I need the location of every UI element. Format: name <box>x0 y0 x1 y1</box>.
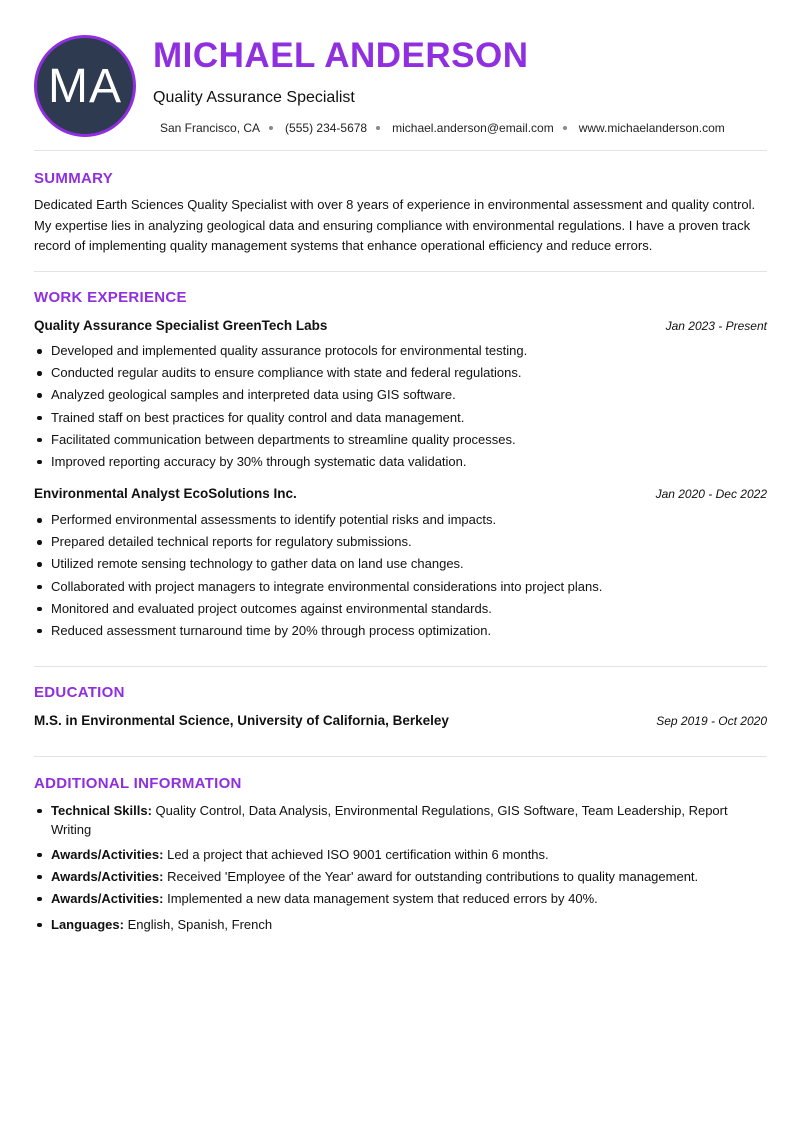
candidate-role: Quality Assurance Specialist <box>153 89 355 106</box>
summary-text: Dedicated Earth Sciences Quality Specialist with over 8 years of experience in environmental assessment and quality control. My expertise lies in analyzing geological data and ensuring compliance with environmental regulations. I have a proven track record of implementing quality management systems that enhance operational efficiency and reduce errors. <box>34 197 756 253</box>
item-label: Technical Skills: <box>51 803 152 818</box>
item-value: Quality Control, Data Analysis, Environmental Regulations, GIS Software, Team Leadership, Report Writing <box>51 803 728 837</box>
degree: M.S. in Environmental Science, University of California, Berkeley <box>34 713 449 728</box>
divider <box>34 150 767 151</box>
contact-location: San Francisco, CA <box>160 121 261 135</box>
list-item <box>34 889 767 908</box>
separator-dot <box>269 126 273 130</box>
item-value: Received 'Employee of the Year' award for outstanding contributions to quality management. <box>167 869 699 884</box>
list-item: Trained staff on best practices for quality control and data management. <box>34 409 767 431</box>
item-label: Awards/Activities: <box>51 891 164 906</box>
education-heading: EDUCATION <box>34 684 125 701</box>
list-item: Conducted regular audits to ensure compliance with state and federal regulations. <box>34 364 767 386</box>
contact-website[interactable]: www.michaelanderson.com <box>578 121 725 135</box>
avatar-initials: MA <box>48 59 122 113</box>
contact-email[interactable]: michael.anderson@email.com <box>392 121 554 135</box>
job-dates: Jan 2020 - Dec 2022 <box>655 487 767 501</box>
list-item: Developed and implemented quality assurance protocols for environmental testing. <box>34 342 767 364</box>
list-item: Prepared detailed technical reports for regulatory submissions. <box>34 533 767 555</box>
additional-list <box>34 801 767 934</box>
education-entry <box>34 713 767 733</box>
item-value: English, Spanish, French <box>127 917 273 932</box>
job-title: Quality Assurance Specialist GreenTech Labs <box>34 318 328 333</box>
contact-line <box>160 121 725 135</box>
job-bullets <box>34 511 767 644</box>
candidate-name: MICHAEL ANDERSON <box>153 36 529 75</box>
job-header <box>34 318 767 338</box>
education-dates: Sep 2019 - Oct 2020 <box>656 714 767 728</box>
list-item: Facilitated communication between departments to streamline quality processes. <box>34 431 767 453</box>
list-item: Collaborated with project managers to integrate environmental considerations into project plans. <box>34 578 767 600</box>
job-title: Environmental Analyst EcoSolutions Inc. <box>34 486 297 501</box>
list-item: Analyzed geological samples and interpreted data using GIS software. <box>34 386 767 408</box>
avatar <box>34 35 136 137</box>
list-item <box>34 915 767 934</box>
list-item: Improved reporting accuracy by 30% through systematic data validation. <box>34 453 767 475</box>
job-dates: Jan 2023 - Present <box>665 319 767 333</box>
summary-heading: SUMMARY <box>34 170 114 187</box>
additional-heading: ADDITIONAL INFORMATION <box>34 775 242 792</box>
divider <box>34 756 767 757</box>
list-item: Monitored and evaluated project outcomes against environmental standards. <box>34 600 767 622</box>
experience-heading: WORK EXPERIENCE <box>34 289 187 306</box>
list-item: Utilized remote sensing technology to gather data on land use changes. <box>34 555 767 577</box>
job-bullets <box>34 342 767 475</box>
divider <box>34 666 767 667</box>
divider <box>34 271 767 272</box>
contact-phone: (555) 234-5678 <box>285 121 368 135</box>
item-label: Languages: <box>51 917 124 932</box>
item-value: Led a project that achieved ISO 9001 certification within 6 months. <box>167 847 549 862</box>
item-value: Implemented a new data management system that reduced errors by 40%. <box>167 891 598 906</box>
job-header <box>34 486 767 506</box>
list-item: Reduced assessment turnaround time by 20% through process optimization. <box>34 622 767 644</box>
list-item: Performed environmental assessments to identify potential risks and impacts. <box>34 511 767 533</box>
separator-dot <box>376 126 380 130</box>
item-label: Awards/Activities: <box>51 869 164 884</box>
separator-dot <box>563 126 567 130</box>
list-item <box>34 845 767 864</box>
item-label: Awards/Activities: <box>51 847 164 862</box>
list-item <box>34 801 767 839</box>
list-item <box>34 867 767 886</box>
